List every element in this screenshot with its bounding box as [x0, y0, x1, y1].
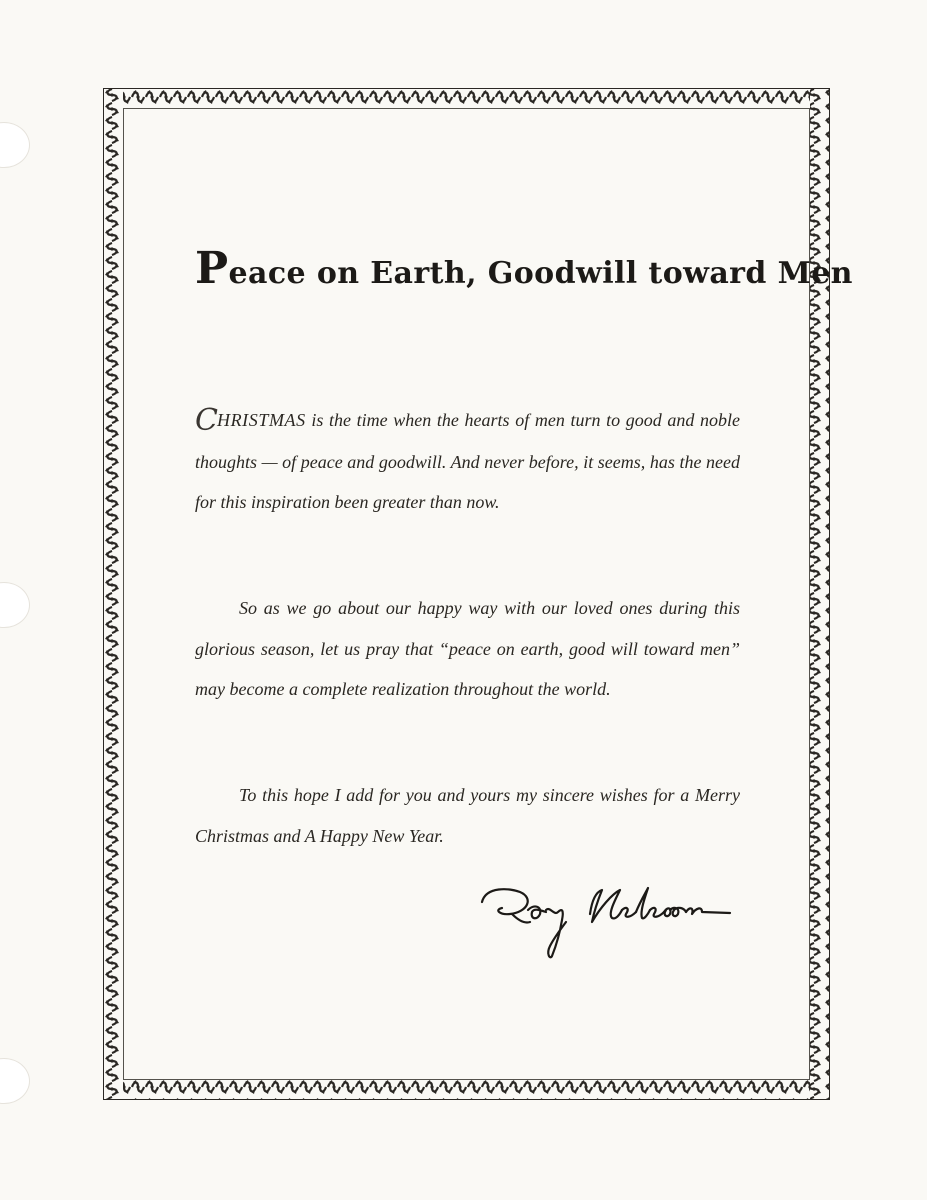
- paragraph-prayer: So as we go about our happy way with our loved ones during this glorious season, let us pray that “peace on earth, good will toward men” may become a complete realization throughout the world.: [195, 598, 740, 699]
- title-text: eace on Earth, Goodwill toward Men: [228, 256, 853, 291]
- letter-body: [125, 110, 853, 1078]
- paragraph-wishes: To this hope I add for you and yours my sincere wishes for a Merry Christmas and A Happy New Year.: [195, 785, 740, 846]
- paragraph1-caps: HRISTMAS: [216, 410, 306, 430]
- binder-hole-bottom: [0, 1058, 30, 1104]
- binder-hole-middle: [0, 582, 30, 628]
- binder-hole-top: [0, 122, 30, 168]
- handwritten-signature: [480, 880, 740, 965]
- title-initial: P: [195, 243, 229, 294]
- paragraph1-text: is the time when the hearts of men turn to good and noble thoughts — of peace and goodwill. And never before, it seems, has the need for this inspiration been greater than now.: [195, 410, 740, 512]
- ornamental-drop-cap: C: [195, 403, 217, 438]
- paragraph-christmas: [195, 400, 740, 523]
- letter-title: [195, 243, 853, 294]
